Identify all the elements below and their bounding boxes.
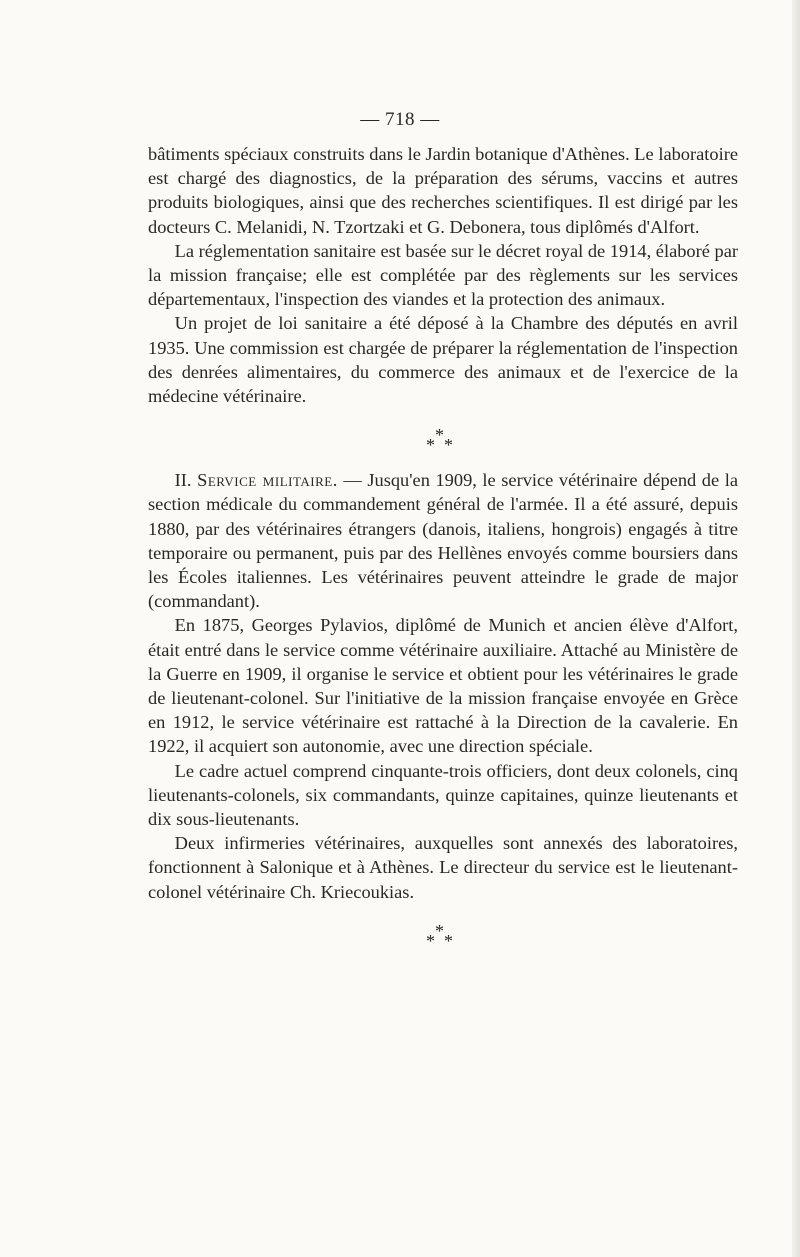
section-number: II.: [174, 470, 192, 491]
asterism-divider: [148, 904, 738, 964]
asterism-divider: [148, 408, 738, 468]
paragraph: Un projet de loi sanitaire a été déposé à la Chambre des députés en avril 1935. Une commission est chargée de préparer la réglementation de l'inspection des denrées alimentaires, du commerce des animaux et de l'exercice de la médecine vétérinaire.: [148, 313, 738, 407]
paragraph: En 1875, Georges Pylavios, diplômé de Munich et ancien élève d'Alfort, était entré dans le service comme vétérinaire auxiliaire. Attaché au Ministère de la Guerre en 1909, il organise le service et obtient pour les vétérinaires le grade de lieutenant-colonel. Sur l'initiative de la mission française envoyée en Grèce en 1912, le service vétérinaire est rattaché à la Direction de la cavalerie. En 1922, il acquiert son autonomie, avec une direction spéciale.: [148, 615, 738, 757]
paragraph: bâtiments spéciaux construits dans le Jardin botanique d'Athènes. Le laboratoire est chargé des diagnostics, de la préparation des sérums, vaccins et autres produits biologiques, ainsi que des recherches scientifiques. Il est dirigé par les docteurs C. Melanidi, N. Tzortzaki et G. Debonera, tous diplômés d'Alfort.: [148, 144, 738, 237]
page-edge: [792, 0, 800, 1257]
page-number: — 718 —: [360, 109, 440, 130]
paragraph: Le cadre actuel comprend cinquante-trois officiers, dont deux colonels, cinq lieutenants-colonels, six commandants, quinze capitaines, quinze lieutenants et dix sous-lieutenants.: [148, 760, 738, 830]
asterisk-icon: *: [444, 930, 453, 951]
asterisk-icon: *: [435, 425, 444, 446]
section-title: Service militaire.: [197, 470, 338, 491]
section-intro: — Jusqu'en 1909, le service vétérinaire dépend de la section médicale du commandement général de l'armée. Il a été assuré, depuis 1880, par des vétérinaires étrangers (danois, italiens, hongrois) engagés à titre temporaire ou permanent, puis par des Hellènes envoyés comme boursiers dans les Écoles italiennes. Les vétérinaires peuvent atteindre le grade de major (commandant).: [148, 470, 738, 612]
paragraph: La réglementation sanitaire est basée sur le décret royal de 1914, élaboré par la mission française; elle est complétée par des règlements sur les services départementaux, l'inspection des viandes et la protection des animaux.: [148, 240, 738, 310]
asterisk-icon: *: [426, 930, 435, 951]
asterisk-icon: *: [435, 920, 444, 941]
section-heading-paragraph: [148, 468, 738, 613]
paragraph: Deux infirmeries vétérinaires, auxquelles sont annexés des laboratoires, fonctionnent à Salonique et à Athènes. Le directeur du service est le lieutenant-colonel vétérinaire Ch. Kriecoukias.: [148, 833, 738, 902]
body-text: [148, 142, 738, 964]
asterisk-icon: *: [426, 435, 435, 456]
asterisk-icon: *: [444, 435, 453, 456]
